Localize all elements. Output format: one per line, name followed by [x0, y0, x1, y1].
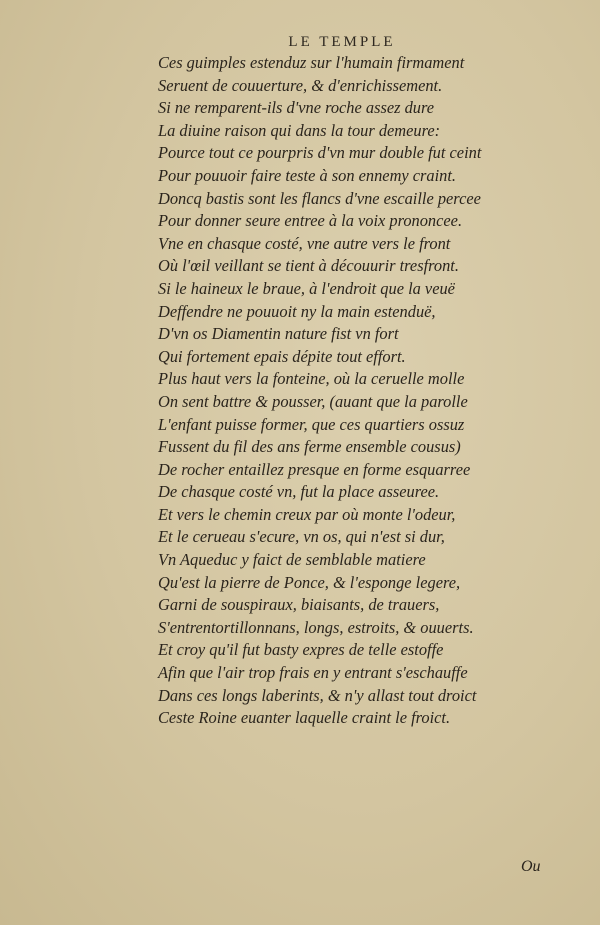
verse-line-16: On sent battre & pousser, (auant que la parolle	[158, 391, 468, 411]
verse-line-28: Afin que l'air trop frais en y entrant s'eschauffe	[158, 663, 468, 683]
verse-block	[158, 52, 498, 730]
verse-line-11: Si le haineux le braue, à l'endroit que la veuë	[158, 278, 455, 298]
verse-line-20: De chasque costé vn, fut la place asseuree.	[158, 482, 440, 502]
verse-line-6: Pour pouuoir faire teste à son ennemy craint.	[158, 165, 457, 185]
verse-line-30: Ceste Roine euanter laquelle craint le froict.	[158, 708, 451, 728]
verse-line-17: L'enfant puisse former, que ces quartiers ossuz	[158, 414, 465, 434]
verse-line-22: Et le cerueau s'ecure, vn os, qui n'est si dur,	[158, 527, 445, 547]
verse-line-12: Deffendre ne pouuoit ny la main estenduë,	[158, 301, 436, 321]
verse-line-27: Et croy qu'il fut basty expres de telle estoffe	[158, 640, 444, 660]
verse-line-5: Pource tout ce pourpris d'vn mur double fut ceint	[158, 143, 482, 163]
verse-line-23: Vn Aqueduc y faict de semblable matiere	[158, 550, 426, 570]
verse-line-4: La diuine raison qui dans la tour demeure:	[158, 120, 441, 140]
verse-line-25: Garni de souspiraux, biaisants, de trauers,	[158, 595, 440, 615]
verse-line-10: Où l'œil veillant se tient à découurir tresfront.	[158, 256, 459, 276]
verse-line-24: Qu'est la pierre de Ponce, & l'esponge legere,	[158, 572, 461, 592]
verse-line-14: Qui fortement epais dépite tout effort.	[158, 346, 406, 366]
verse-line-26: S'entrentortillonnans, longs, estroits, & ouuerts.	[158, 617, 474, 637]
running-head-text: LE TEMPLE	[288, 34, 396, 50]
verse-line-1: Ces guimples estenduz sur l'humain firmament	[158, 53, 465, 72]
verse-line-19: De rocher entaillez presque en forme esquarree	[158, 459, 471, 479]
verse-line-7: Doncq bastis sont les flancs d'vne escaille percee	[158, 188, 481, 208]
verse-line-3: Si ne remparent-ils d'vne roche assez dure	[158, 98, 435, 118]
catchword: Ou	[521, 858, 541, 875]
running-head	[0, 34, 600, 51]
verse-line-8: Pour donner seure entree à la voix prononcee.	[158, 211, 463, 231]
verse-line-29: Dans ces longs laberints, & n'y allast tout droict	[158, 685, 477, 705]
verse-line-13: D'vn os Diamentin nature fist vn fort	[158, 324, 399, 344]
verse-line-21: Et vers le chemin creux par où monte l'odeur,	[158, 504, 456, 524]
verse-line-15: Plus haut vers la fonteine, où la ceruelle molle	[158, 369, 465, 389]
verse-line-2: Seruent de couuerture, & d'enrichissement.	[158, 75, 443, 95]
verse-line-9: Vne en chasque costé, vne autre vers le front	[158, 233, 451, 253]
verse-line-18: Fussent du fil des ans ferme ensemble cousus)	[158, 437, 461, 457]
